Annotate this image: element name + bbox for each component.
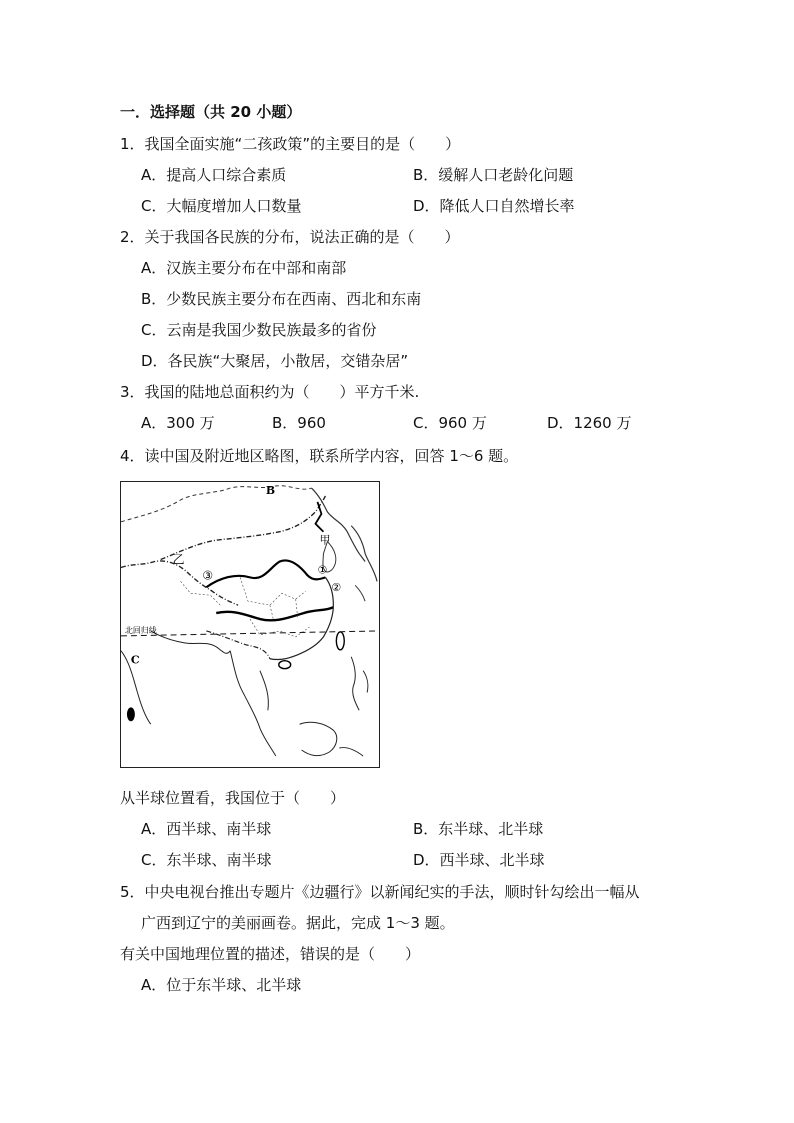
question-3-option-d[interactable]: D．1260 万 — [547, 414, 632, 432]
question-4-stem: 4．读中国及附近地区略图，联系所学内容，回答 1～6 题。 — [120, 447, 519, 465]
question-2-stem: 2．关于我国各民族的分布，说法正确的是（ ） — [120, 228, 460, 246]
map-label-tropic: 北回归线 — [124, 625, 157, 635]
question-4-option-c[interactable]: C．东半球、南半球 — [141, 851, 272, 869]
question-1-option-a[interactable]: A．提高人口综合素质 — [141, 166, 287, 184]
question-4-sub-stem: 从半球位置看，我国位于（ ） — [120, 789, 346, 807]
question-3-stem: 3．我国的陆地总面积约为（ ）平方千米. — [120, 383, 420, 401]
section-title: 一．选择题（共 20 小题） — [120, 103, 302, 121]
question-1-stem: 1．我国全面实施“二孩政策”的主要目的是（ ） — [120, 135, 461, 153]
question-3-option-c[interactable]: C．960 万 — [413, 414, 487, 432]
map-marker-2: ② — [331, 581, 342, 595]
map-label-yi: 乙 — [172, 552, 185, 567]
question-5-option-a[interactable]: A．位于东半球、北半球 — [141, 976, 302, 994]
question-5-stem-line-1: 5．中央电视台推出专题片《边疆行》以新闻纪实的手法，顺时针勾绘出一幅从 — [120, 883, 640, 901]
question-4-option-d[interactable]: D．西半球、北半球 — [413, 851, 545, 869]
map-label-b: B — [265, 484, 276, 498]
question-2-option-a[interactable]: A．汉族主要分布在中部和南部 — [141, 259, 347, 277]
map-marker-3: ③ — [202, 568, 214, 583]
map-marker-1: ① — [317, 563, 328, 577]
question-2-option-d[interactable]: D．各民族“大聚居，小散居，交错杂居” — [141, 352, 409, 370]
china-region-map — [120, 481, 380, 768]
question-2-option-b[interactable]: B．少数民族主要分布在西南、西北和东南 — [141, 290, 422, 308]
question-1-option-c[interactable]: C．大幅度增加人口数量 — [141, 197, 302, 215]
question-5-stem-line-2: 广西到辽宁的美丽画卷。据此，完成 1～3 题。 — [141, 914, 455, 932]
question-1-option-b[interactable]: B．缓解人口老龄化问题 — [413, 166, 574, 184]
question-4-option-b[interactable]: B．东半球、北半球 — [413, 820, 544, 838]
map-label-c: C — [130, 653, 140, 667]
question-3-option-b[interactable]: B．960 — [272, 414, 326, 432]
question-5-sub-stem: 有关中国地理位置的描述，错误的是（ ） — [120, 945, 421, 963]
question-3-option-a[interactable]: A．300 万 — [141, 414, 215, 432]
question-2-option-c[interactable]: C．云南是我国少数民族最多的省份 — [141, 321, 377, 339]
question-4-option-a[interactable]: A．西半球、南半球 — [141, 820, 272, 838]
map-label-jia: 甲 — [319, 533, 331, 547]
question-1-option-d[interactable]: D．降低人口自然增长率 — [413, 197, 575, 215]
